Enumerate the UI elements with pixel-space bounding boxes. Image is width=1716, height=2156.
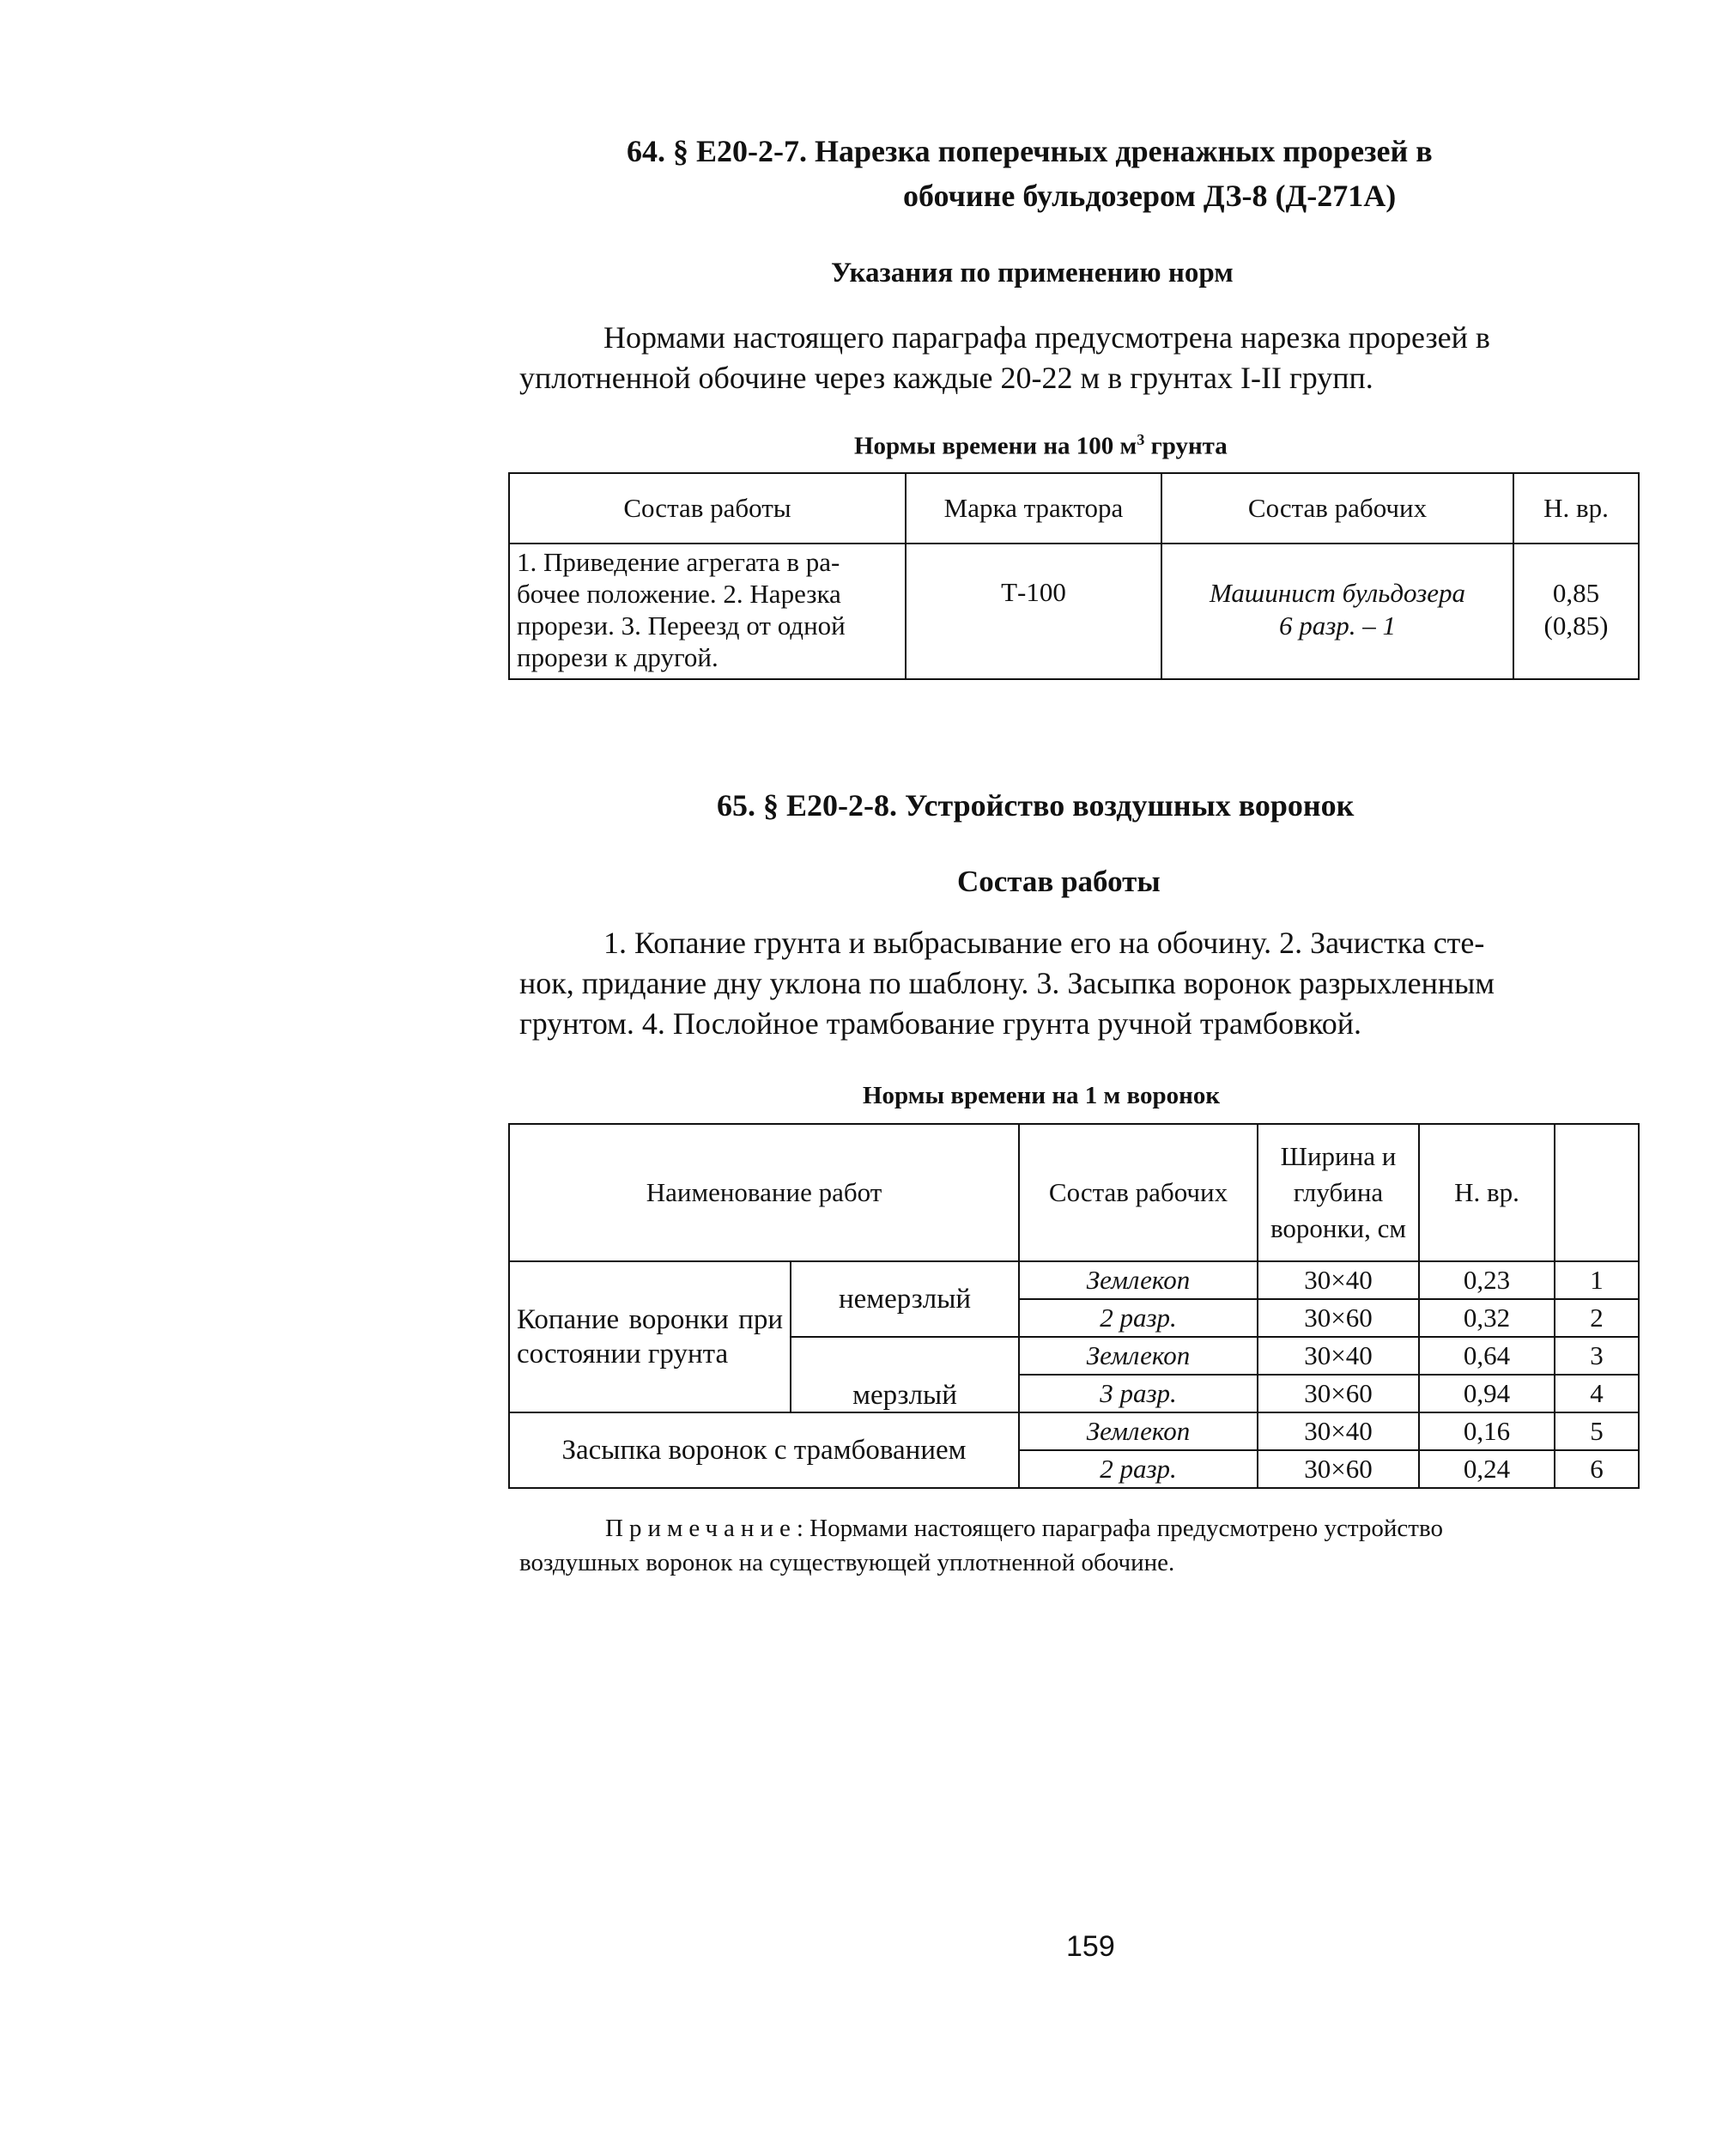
work-line: прорези к другой. [517,642,719,672]
work-line: бочее положение. 2. Нарезка [517,579,841,609]
worker-grade: 2 разр. [1019,1299,1258,1337]
section-64-table [508,472,1640,680]
caption-superscript: 3 [1137,431,1145,448]
table-header-row [509,473,1639,544]
section-64-table-caption [854,431,1228,461]
section-65-paragraph-line1: 1. Копание грунта и выбрасывание его на обочину. 2. Зачистка сте- [603,926,1485,960]
note-label: Примечание [605,1515,797,1542]
section-65-paragraph-line3: грунтом. 4. Послойное трамбование грунта ручной трамбовкой. [519,1006,1361,1041]
worker-grade: 3 разр. [1019,1375,1258,1412]
number-cell: 1 [1555,1261,1639,1299]
caption-text: Нормы времени на 100 м [854,432,1137,460]
norm-cell: 0,64 [1419,1337,1555,1375]
work-description [509,544,906,679]
tractor-brand: Т-100 [906,544,1161,679]
state-frozen: мерзлый [791,1337,1019,1412]
section-64-paragraph-line2: уплотненной обочине через каждые 20-22 м в грунтах I-II групп. [519,361,1373,395]
work-line: 1. Приведение агрегата в ра- [517,547,840,577]
worker-grade: 2 разр. [1019,1450,1258,1488]
table-row [509,1261,1639,1299]
note-line1-wrap [519,1511,1635,1546]
note-line1: : Нормами настоящего параграфа предусмотрено устройство [796,1515,1443,1542]
norm-cell: 0,16 [1419,1412,1555,1450]
section-65-note [519,1511,1635,1580]
size-cell: 30×60 [1258,1450,1419,1488]
workers-line2: 6 разр. – 1 [1278,610,1397,641]
worker-name: Землекоп [1019,1337,1258,1375]
header-workers: Состав рабочих [1019,1124,1258,1261]
size-cell: 30×40 [1258,1412,1419,1450]
table-row [509,544,1639,679]
section-65-subtitle: Состав работы [957,865,1161,898]
section-65-paragraph-line2: нок, придание дну уклона по шаблону. 3. Засыпка воронок разрыхленным [519,966,1495,1000]
header-work-name: Наименование работ [509,1124,1019,1261]
caption-suffix: грунта [1144,432,1228,460]
section-64-title [627,129,1614,218]
header-number-blank [1555,1124,1639,1261]
header-norm: Н. вр. [1513,473,1639,544]
note-line2: воздушных воронок на существующей уплотненной обочине. [519,1549,1175,1576]
norm-cell: 0,24 [1419,1450,1555,1488]
header-workers: Состав рабочих [1161,473,1513,544]
norm-line2: (0,85) [1543,610,1609,641]
section-65-title: 65. § Е20-2-8. Устройство воздушных воронок [717,788,1355,823]
norm-cell: 0,23 [1419,1261,1555,1299]
number-cell: 4 [1555,1375,1639,1412]
size-cell: 30×40 [1258,1337,1419,1375]
section-65-paragraph [519,923,1635,1044]
norm-value [1513,544,1639,679]
header-tractor-brand: Марка трактора [906,473,1161,544]
section-64-subtitle: Указания по применению норм [831,258,1234,288]
table-header-row [509,1124,1639,1261]
work-line: прорези. 3. Переезд от одной [517,610,846,641]
worker-name: Землекоп [1019,1412,1258,1450]
norm-cell: 0,32 [1419,1299,1555,1337]
section-64-title-line2: обочине бульдозером ДЗ-8 (Д-271А) [903,179,1397,213]
norm-cell: 0,94 [1419,1375,1555,1412]
size-cell: 30×60 [1258,1375,1419,1412]
header-size: Ширина и глубина воронки, см [1258,1124,1419,1261]
workers-line1: Машинист бульдозера [1210,578,1465,608]
size-cell: 30×40 [1258,1261,1419,1299]
page-number: 159 [1066,1930,1115,1963]
workers-composition [1161,544,1513,679]
number-cell: 6 [1555,1450,1639,1488]
state-unfrozen: немерзлый [791,1261,1019,1337]
number-cell: 3 [1555,1337,1639,1375]
section-64-paragraph [519,318,1635,398]
section-65-table [508,1123,1640,1489]
header-norm: Н. вр. [1419,1124,1555,1261]
section-65-table-caption: Нормы времени на 1 м воронок [863,1082,1221,1109]
section-64-paragraph-line1: Нормами настоящего параграфа предусмотрена нарезка прорезей в [603,320,1490,355]
number-cell: 5 [1555,1412,1639,1450]
norm-line1: 0,85 [1552,578,1600,608]
number-cell: 2 [1555,1299,1639,1337]
size-cell: 30×60 [1258,1299,1419,1337]
worker-name: Землекоп [1019,1261,1258,1299]
section-64-title-line1: 64. § Е20-2-7. Нарезка поперечных дренажных прорезей в [627,134,1433,168]
header-work-composition: Состав работы [509,473,906,544]
table-row [509,1412,1639,1450]
digging-group-label: Копание воронки при состоянии грунта [509,1261,791,1412]
backfill-group-label: Засыпка воронок с трамбованием [509,1412,1019,1488]
